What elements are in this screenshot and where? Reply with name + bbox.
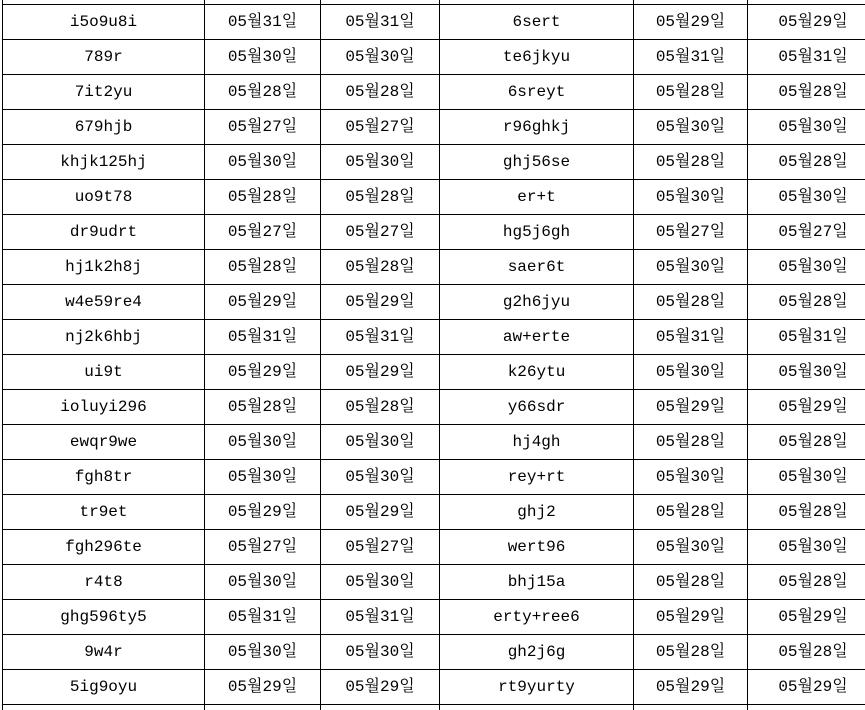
name-cell[interactable]: ghj56se	[440, 144, 634, 179]
date-cell[interactable]: 05월29일	[748, 669, 865, 704]
name-cell[interactable]: fgh296te	[3, 529, 205, 564]
name-cell[interactable]: 7it2yu	[3, 74, 205, 109]
date-cell[interactable]: 05월28일	[321, 74, 440, 109]
date-cell[interactable]: 05월31일	[321, 599, 440, 634]
date-cell[interactable]: 05월30일	[634, 109, 748, 144]
date-cell[interactable]: 05월31일	[321, 319, 440, 354]
date-cell[interactable]: 05월29일	[205, 669, 321, 704]
date-cell[interactable]: 05월31일	[634, 39, 748, 74]
date-cell[interactable]: 05월29일	[321, 284, 440, 319]
partial-cell	[205, 704, 321, 710]
date-cell[interactable]: 05월28일	[321, 389, 440, 424]
date-cell[interactable]: 05월30일	[205, 424, 321, 459]
name-cell[interactable]: dr9udrt	[3, 214, 205, 249]
table-row	[3, 249, 865, 284]
partial-cell	[321, 704, 440, 710]
date-cell[interactable]: 05월30일	[205, 39, 321, 74]
table-row	[3, 634, 865, 669]
date-cell[interactable]: 05월30일	[634, 529, 748, 564]
partial-cell	[3, 704, 205, 710]
date-cell[interactable]: 05월30일	[321, 564, 440, 599]
date-cell[interactable]: 05월27일	[634, 214, 748, 249]
date-cell[interactable]: 05월29일	[634, 669, 748, 704]
name-cell[interactable]: hj4gh	[440, 424, 634, 459]
date-cell[interactable]: 05월29일	[748, 389, 865, 424]
name-cell[interactable]: 9w4r	[3, 634, 205, 669]
date-cell[interactable]: 05월30일	[205, 634, 321, 669]
date-cell[interactable]: 05월30일	[748, 179, 865, 214]
name-cell[interactable]: wert96	[440, 529, 634, 564]
date-cell[interactable]: 05월29일	[748, 4, 865, 39]
name-cell[interactable]: 6sert	[440, 4, 634, 39]
date-cell[interactable]: 05월28일	[748, 284, 865, 319]
name-cell[interactable]: uo9t78	[3, 179, 205, 214]
table-row	[3, 599, 865, 634]
name-cell[interactable]: nj2k6hbj	[3, 319, 205, 354]
name-cell[interactable]: r96ghkj	[440, 109, 634, 144]
name-cell[interactable]: ghj2	[440, 494, 634, 529]
date-cell[interactable]: 05월28일	[205, 249, 321, 284]
table-row	[3, 74, 865, 109]
date-cell[interactable]: 05월28일	[634, 74, 748, 109]
date-cell[interactable]: 05월30일	[205, 144, 321, 179]
date-cell[interactable]: 05월29일	[634, 599, 748, 634]
date-cell[interactable]: 05월31일	[748, 39, 865, 74]
date-cell[interactable]: 05월28일	[634, 144, 748, 179]
date-cell[interactable]: 05월28일	[321, 179, 440, 214]
name-cell[interactable]: 679hjb	[3, 109, 205, 144]
table-row	[3, 564, 865, 599]
date-cell[interactable]: 05월27일	[321, 529, 440, 564]
date-cell[interactable]: 05월30일	[321, 424, 440, 459]
data-table	[2, 0, 865, 710]
date-cell[interactable]: 05월28일	[634, 564, 748, 599]
name-cell[interactable]: 789r	[3, 39, 205, 74]
table-row	[3, 214, 865, 249]
date-cell[interactable]: 05월28일	[634, 634, 748, 669]
table-row	[3, 669, 865, 704]
table-row	[3, 39, 865, 74]
table-row	[3, 144, 865, 179]
date-cell[interactable]: 05월30일	[634, 179, 748, 214]
table-row	[3, 284, 865, 319]
date-cell[interactable]: 05월30일	[748, 459, 865, 494]
date-cell[interactable]: 05월29일	[321, 494, 440, 529]
date-cell[interactable]: 05월28일	[748, 634, 865, 669]
date-cell[interactable]: 05월27일	[321, 214, 440, 249]
partial-cell	[440, 704, 634, 710]
date-cell[interactable]: 05월30일	[748, 529, 865, 564]
table-row	[3, 109, 865, 144]
date-cell[interactable]: 05월30일	[748, 109, 865, 144]
date-cell[interactable]: 05월27일	[205, 529, 321, 564]
name-cell[interactable]: aw+erte	[440, 319, 634, 354]
name-cell[interactable]: ewqr9we	[3, 424, 205, 459]
date-cell[interactable]: 05월30일	[634, 354, 748, 389]
name-cell[interactable]: bhj15a	[440, 564, 634, 599]
date-cell[interactable]: 05월31일	[205, 599, 321, 634]
date-cell[interactable]: 05월30일	[321, 39, 440, 74]
date-cell[interactable]: 05월29일	[205, 354, 321, 389]
name-cell[interactable]: tr9et	[3, 494, 205, 529]
name-cell[interactable]: khjk125hj	[3, 144, 205, 179]
date-cell[interactable]: 05월31일	[748, 319, 865, 354]
date-cell[interactable]: 05월30일	[748, 354, 865, 389]
table-row	[3, 354, 865, 389]
name-cell[interactable]: er+t	[440, 179, 634, 214]
table-row	[3, 4, 865, 39]
name-cell[interactable]: saer6t	[440, 249, 634, 284]
date-cell[interactable]: 05월30일	[748, 249, 865, 284]
date-cell[interactable]: 05월27일	[321, 109, 440, 144]
name-cell[interactable]: hj1k2h8j	[3, 249, 205, 284]
date-cell[interactable]: 05월29일	[634, 389, 748, 424]
name-cell[interactable]: g2h6jyu	[440, 284, 634, 319]
name-cell[interactable]: rt9yurty	[440, 669, 634, 704]
table-row	[3, 319, 865, 354]
partial-row-bottom	[3, 704, 865, 710]
date-cell[interactable]: 05월28일	[634, 494, 748, 529]
table-row	[3, 529, 865, 564]
date-cell[interactable]: 05월30일	[321, 459, 440, 494]
date-cell[interactable]: 05월30일	[205, 459, 321, 494]
table-row	[3, 179, 865, 214]
partial-cell	[634, 704, 748, 710]
name-cell[interactable]: r4t8	[3, 564, 205, 599]
date-cell[interactable]: 05월28일	[205, 389, 321, 424]
table-row	[3, 389, 865, 424]
name-cell[interactable]: 6sreyt	[440, 74, 634, 109]
date-cell[interactable]: 05월30일	[634, 459, 748, 494]
date-cell[interactable]: 05월29일	[321, 669, 440, 704]
name-cell[interactable]: w4e59re4	[3, 284, 205, 319]
date-cell[interactable]: 05월27일	[205, 109, 321, 144]
date-cell[interactable]: 05월30일	[634, 249, 748, 284]
date-cell[interactable]: 05월28일	[321, 249, 440, 284]
spreadsheet-sheet	[2, 0, 865, 710]
date-cell[interactable]: 05월31일	[634, 319, 748, 354]
name-cell[interactable]: ioluyi296	[3, 389, 205, 424]
name-cell[interactable]: i5o9u8i	[3, 4, 205, 39]
date-cell[interactable]: 05월29일	[748, 599, 865, 634]
date-cell[interactable]: 05월28일	[748, 144, 865, 179]
name-cell[interactable]: hg5j6gh	[440, 214, 634, 249]
name-cell[interactable]: y66sdr	[440, 389, 634, 424]
date-cell[interactable]: 05월30일	[205, 564, 321, 599]
date-cell[interactable]: 05월29일	[205, 284, 321, 319]
name-cell[interactable]: 5ig9oyu	[3, 669, 205, 704]
name-cell[interactable]: erty+ree6	[440, 599, 634, 634]
date-cell[interactable]: 05월28일	[748, 74, 865, 109]
name-cell[interactable]: fgh8tr	[3, 459, 205, 494]
date-cell[interactable]: 05월28일	[634, 284, 748, 319]
name-cell[interactable]: ghg596ty5	[3, 599, 205, 634]
date-cell[interactable]: 05월28일	[634, 424, 748, 459]
date-cell[interactable]: 05월27일	[748, 214, 865, 249]
partial-cell	[748, 704, 865, 710]
name-cell[interactable]: te6jkyu	[440, 39, 634, 74]
date-cell[interactable]: 05월31일	[321, 4, 440, 39]
date-cell[interactable]: 05월28일	[748, 564, 865, 599]
name-cell[interactable]: rey+rt	[440, 459, 634, 494]
date-cell[interactable]: 05월28일	[205, 179, 321, 214]
date-cell[interactable]: 05월29일	[205, 494, 321, 529]
date-cell[interactable]: 05월27일	[205, 214, 321, 249]
date-cell[interactable]: 05월31일	[205, 4, 321, 39]
date-cell[interactable]: 05월28일	[748, 494, 865, 529]
date-cell[interactable]: 05월28일	[748, 424, 865, 459]
data-table-body	[3, 0, 865, 710]
date-cell[interactable]: 05월29일	[321, 354, 440, 389]
table-row	[3, 459, 865, 494]
date-cell[interactable]: 05월30일	[321, 144, 440, 179]
name-cell[interactable]: k26ytu	[440, 354, 634, 389]
name-cell[interactable]: ui9t	[3, 354, 205, 389]
name-cell[interactable]: gh2j6g	[440, 634, 634, 669]
date-cell[interactable]: 05월29일	[634, 4, 748, 39]
date-cell[interactable]: 05월31일	[205, 319, 321, 354]
table-row	[3, 494, 865, 529]
date-cell[interactable]: 05월28일	[205, 74, 321, 109]
date-cell[interactable]: 05월30일	[321, 634, 440, 669]
table-row	[3, 424, 865, 459]
